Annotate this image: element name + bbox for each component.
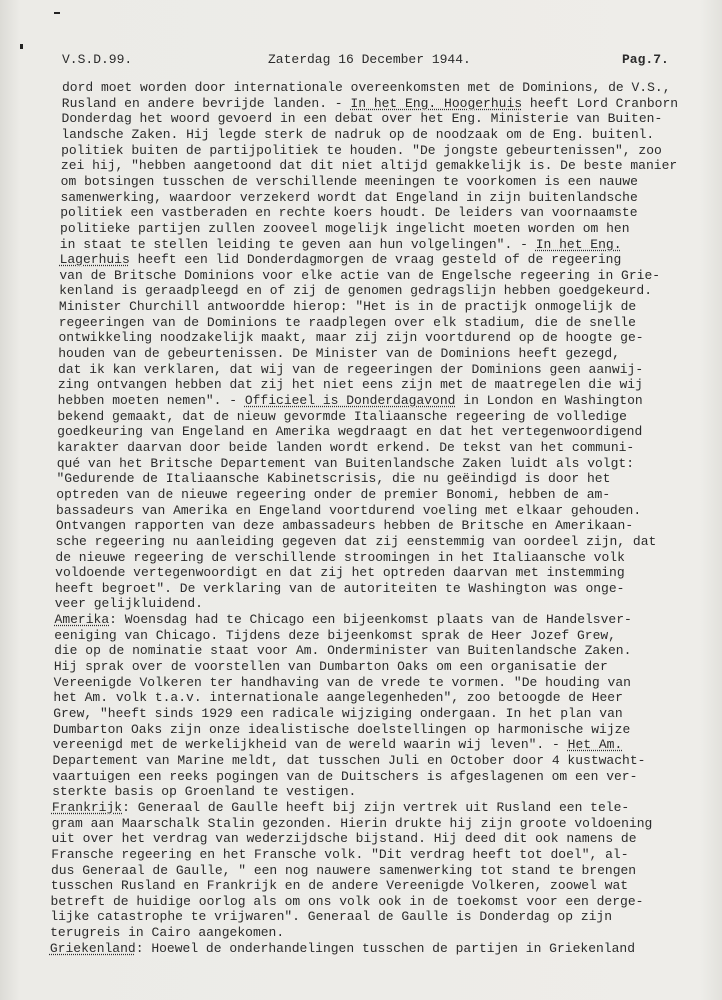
text-line — [53, 690, 623, 705]
text-segment: samenwerking, waardoor verzekerd wordt dat Engeland in zijn buitenlandsche — [60, 189, 638, 205]
text-line — [54, 628, 616, 643]
text-segment: lijke catastrophe te vrijwaren". Generaal de Gaulle is Donderdag op zijn — [50, 909, 613, 925]
text-line — [56, 487, 610, 502]
text-line — [54, 643, 631, 658]
text-segment: ontwikkeling noodzakelijk maakt, maar zij zijn voortdurend op de hoogte ge- — [58, 330, 644, 346]
text-line — [61, 127, 654, 142]
text-line — [61, 174, 638, 189]
text-line — [61, 158, 677, 173]
text-line — [58, 377, 643, 392]
text-line — [57, 424, 642, 439]
text-segment: : Generaal de Gaulle heeft bij zijn vertrek uit Rusland een tele- — [122, 799, 630, 815]
text-segment: heeft een lid Donderdagmorgen de vraag gesteld of de regeering — [129, 252, 622, 268]
text-line — [55, 550, 625, 565]
text-line — [58, 330, 643, 345]
text-line — [59, 315, 636, 330]
text-segment: voldoende vertegenwoordigt en dat zij het optreden daarvan met instemming — [55, 565, 625, 581]
text-line — [50, 941, 635, 956]
text-line — [55, 581, 625, 596]
text-line — [60, 252, 622, 267]
text-segment: politieke partijen zullen zooveel mogelijk ingelicht moeten worden om hen — [60, 220, 630, 236]
text-line — [52, 784, 356, 799]
text-segment: sche regeering nu aanleiding gegeven dat zij eenstemmig van oordeel zijn, dat — [55, 533, 657, 549]
text-segment: bassadeurs van Amerika en Engeland voortdurend voeling met elkaar gehouden. — [56, 502, 642, 518]
document-date: Zaterdag 16 December 1944. — [268, 52, 471, 67]
text-segment: gram aan Maarschalk Stalin gezonden. Hierin drukte hij zijn groote voldoening — [51, 815, 653, 831]
text-line — [51, 847, 628, 862]
text-line — [59, 299, 636, 314]
text-line — [62, 111, 663, 126]
text-segment: Minister Churchill antwoordde hierop: "Het is in de practijk onmogelijk de — [58, 299, 637, 315]
text-line — [50, 909, 612, 924]
text-segment: Ontvangen rapporten van deze ambassadeurs hebben de Britsche en Amerikaan- — [55, 518, 634, 534]
text-segment: heeft Lord Cranborn — [522, 95, 679, 111]
text-line — [62, 80, 671, 95]
text-segment: bekend gemaakt, dat de nieuw gevormde Italiaansche regeering de volledige — [57, 408, 627, 424]
text-segment: zei hij, "hebben aangetoond dat dit niet altijd gemakkelijk is. De beste manier — [60, 158, 678, 174]
text-segment: zing ontvangen hebben dat zij het niet eens zijn met de maatregelen die wij — [57, 377, 643, 393]
text-line — [57, 440, 634, 455]
text-segment: dus Generaal de Gaulle, " een nog nauwere samenwerking tot stand te brengen — [51, 862, 637, 878]
text-segment: landsche Zaken. Hij legde sterk de nadruk op de noodzaak om de Eng. buitenl. — [61, 126, 655, 142]
underlined-heading: Amerika — [54, 612, 110, 628]
text-segment: goedkeuring van Engeland en Amerika wegdraagt en dat het vertegenwoordigend — [57, 424, 643, 440]
text-line — [58, 362, 643, 377]
text-segment: uit over het verdrag van wederzijdsche bijstand. Hij deed dit ook namens de — [51, 831, 637, 847]
page-number: Pag.7. — [622, 52, 669, 67]
text-segment: qué van het Britsche Departement van Buitenlandsche Zaken luidt als volgt: — [56, 455, 635, 471]
text-segment: om botsingen tusschen de verschillende meeningen te voorkomen is een nauwe — [60, 173, 638, 189]
text-line — [59, 283, 652, 298]
underlined-heading: In het Eng. Hoogerhuis — [350, 95, 523, 111]
text-line — [59, 268, 660, 283]
text-segment: betreft de huidige oorlog als om ons volk ook in de toekomst voor een derge- — [50, 893, 644, 909]
text-segment: Donderdag het woord gevoerd in een debat over het Eng. Ministerie van Buiten- — [61, 111, 663, 127]
text-line — [55, 612, 632, 627]
text-segment: dord moet worden door internationale overeenkomsten met de Dominions, de V.S., — [62, 80, 671, 95]
text-segment: de nieuwe regeering de verschillende stroomingen in het Italiaansche volk — [55, 549, 625, 565]
text-segment: vaartuigen een reeks pogingen van de Duitschers is afgeslagenen om een ver- — [52, 768, 638, 784]
text-segment: karakter daarvan door beide landen wordt erkend. De tekst van het communi- — [56, 439, 635, 455]
text-line — [60, 190, 637, 205]
underlined-heading: Het Am. — [567, 737, 623, 753]
text-segment: kenland is geraadpleegd en of zij de genomen gedragslijn hebben goedgekeurd. — [59, 283, 653, 299]
text-line — [56, 518, 633, 533]
text-line — [53, 737, 623, 752]
text-segment: die op de nominatie staat voor Am. Onderminister van Buitenlandsche Zaken. — [54, 643, 632, 659]
text-segment: veer gelijkluidend. — [54, 596, 203, 612]
text-segment: in staat te stellen leiding te geven aan hun volgelingen". - — [59, 236, 536, 252]
text-line — [57, 456, 634, 471]
text-segment: : Woensdag had te Chicago een bijeenkomst plaats van de Handelsver- — [109, 612, 632, 628]
text-segment: vereenigd met de werkelijkheid van de wereld waarin wij leven". - — [52, 737, 568, 753]
text-line — [53, 753, 646, 768]
text-segment: Grew, "heeft sinds 1929 een radicale wijziging ondergaan. In het plan van — [53, 706, 623, 721]
text-line — [52, 800, 629, 815]
text-line — [55, 565, 625, 580]
text-segment: van de Britsche Dominions voor elke actie van de Engelsche regeering in Grie- — [59, 267, 661, 283]
underlined-heading: Officieel is Donderdagavond — [244, 393, 456, 408]
text-segment: tusschen Rusland en Frankrijk en de andere Vereenigde Volkeren, zoowel wat — [50, 878, 629, 894]
text-line — [54, 675, 631, 690]
text-line — [56, 534, 657, 549]
text-line — [57, 471, 611, 486]
text-line — [61, 143, 662, 158]
text-line — [60, 237, 622, 252]
text-line — [60, 205, 637, 220]
text-segment: "Gedurende de Italiaansche Kabinetscrisis, die nu geëindigd is door het — [56, 471, 611, 487]
text-line — [53, 722, 630, 737]
text-line — [51, 831, 636, 846]
document-reference: V.S.D.99. — [62, 52, 133, 67]
text-segment: sterkte basis op Groenland te vestigen. — [52, 784, 357, 800]
text-line — [55, 596, 203, 611]
text-segment: : Hoewel de onderhandelingen tusschen de partijen in Griekenland — [135, 940, 635, 956]
text-line — [51, 894, 644, 909]
text-line — [56, 503, 641, 518]
text-line — [54, 659, 608, 674]
text-line — [58, 393, 643, 408]
text-segment: politiek buiten de partijpolitiek te houden. "De jongste gebeurtenissen", zoo — [61, 142, 662, 158]
text-segment: Vereenigde Volkeren ter handhaving van de vrede te vormen. "De houding van — [53, 674, 631, 690]
text-segment: Fransche regeering en het Fransche volk. "Dit verdrag heeft tot doel", al- — [51, 846, 629, 862]
text-segment: Rusland en andere bevrijde landen. - — [61, 95, 351, 111]
text-line — [60, 221, 630, 236]
punch-mark — [54, 12, 60, 14]
text-line — [57, 409, 627, 424]
text-line — [51, 863, 636, 878]
text-segment: heeft begroet". De verklaring van de autoriteiten te Washington was onge- — [54, 580, 625, 596]
text-line — [58, 346, 620, 361]
text-line — [52, 769, 637, 784]
text-segment: hebben moeten nemen". - — [57, 393, 245, 408]
text-line — [51, 878, 628, 893]
text-segment: Hij sprak over de voorstellen van Dumbarton Oaks om een organisatie der — [53, 659, 608, 675]
underlined-heading: In het Eng. — [535, 236, 622, 252]
underlined-heading: Griekenland — [49, 940, 136, 956]
text-line — [52, 816, 653, 831]
text-line — [62, 96, 678, 111]
text-line — [53, 706, 623, 721]
text-segment: regeeringen van de Dominions te raadplegen over elk stadium, die de snelle — [58, 314, 636, 330]
text-segment: politiek een vastberaden en rechte koers houdt. De leiders van voornaamste — [60, 205, 638, 221]
text-segment: eeniging van Chicago. Tijdens deze bijeenkomst sprak de Heer Jozef Grew, — [54, 627, 616, 643]
text-segment: in London en Washington — [455, 393, 643, 408]
text-segment: Departement van Marine meldt, dat tusschen Juli en October door 4 kustwacht- — [52, 752, 646, 768]
text-segment: dat ik kan verklaren, dat wij van de regeeringen der Dominions geen aanwij- — [58, 361, 644, 377]
underlined-heading: Lagerhuis — [59, 252, 130, 268]
text-segment: terugreis in Cairo aangekomen. — [50, 925, 285, 941]
text-segment: Dumbarton Oaks zijn onze idealistische doelstellingen op harmonische wijze — [52, 721, 631, 737]
text-segment: houden van de gebeurtenissen. De Minister van de Dominions heeft gezegd, — [58, 346, 620, 362]
underlined-heading: Frankrijk — [51, 799, 123, 815]
punch-mark — [20, 44, 23, 49]
text-line — [50, 925, 284, 940]
text-segment: optreden van de nieuwe regeering onder de premier Bonomi, hebben de am- — [56, 486, 611, 502]
text-segment: het Am. volk t.a.v. internationale aangelegenheden", zoo betoogde de Heer — [53, 690, 623, 706]
